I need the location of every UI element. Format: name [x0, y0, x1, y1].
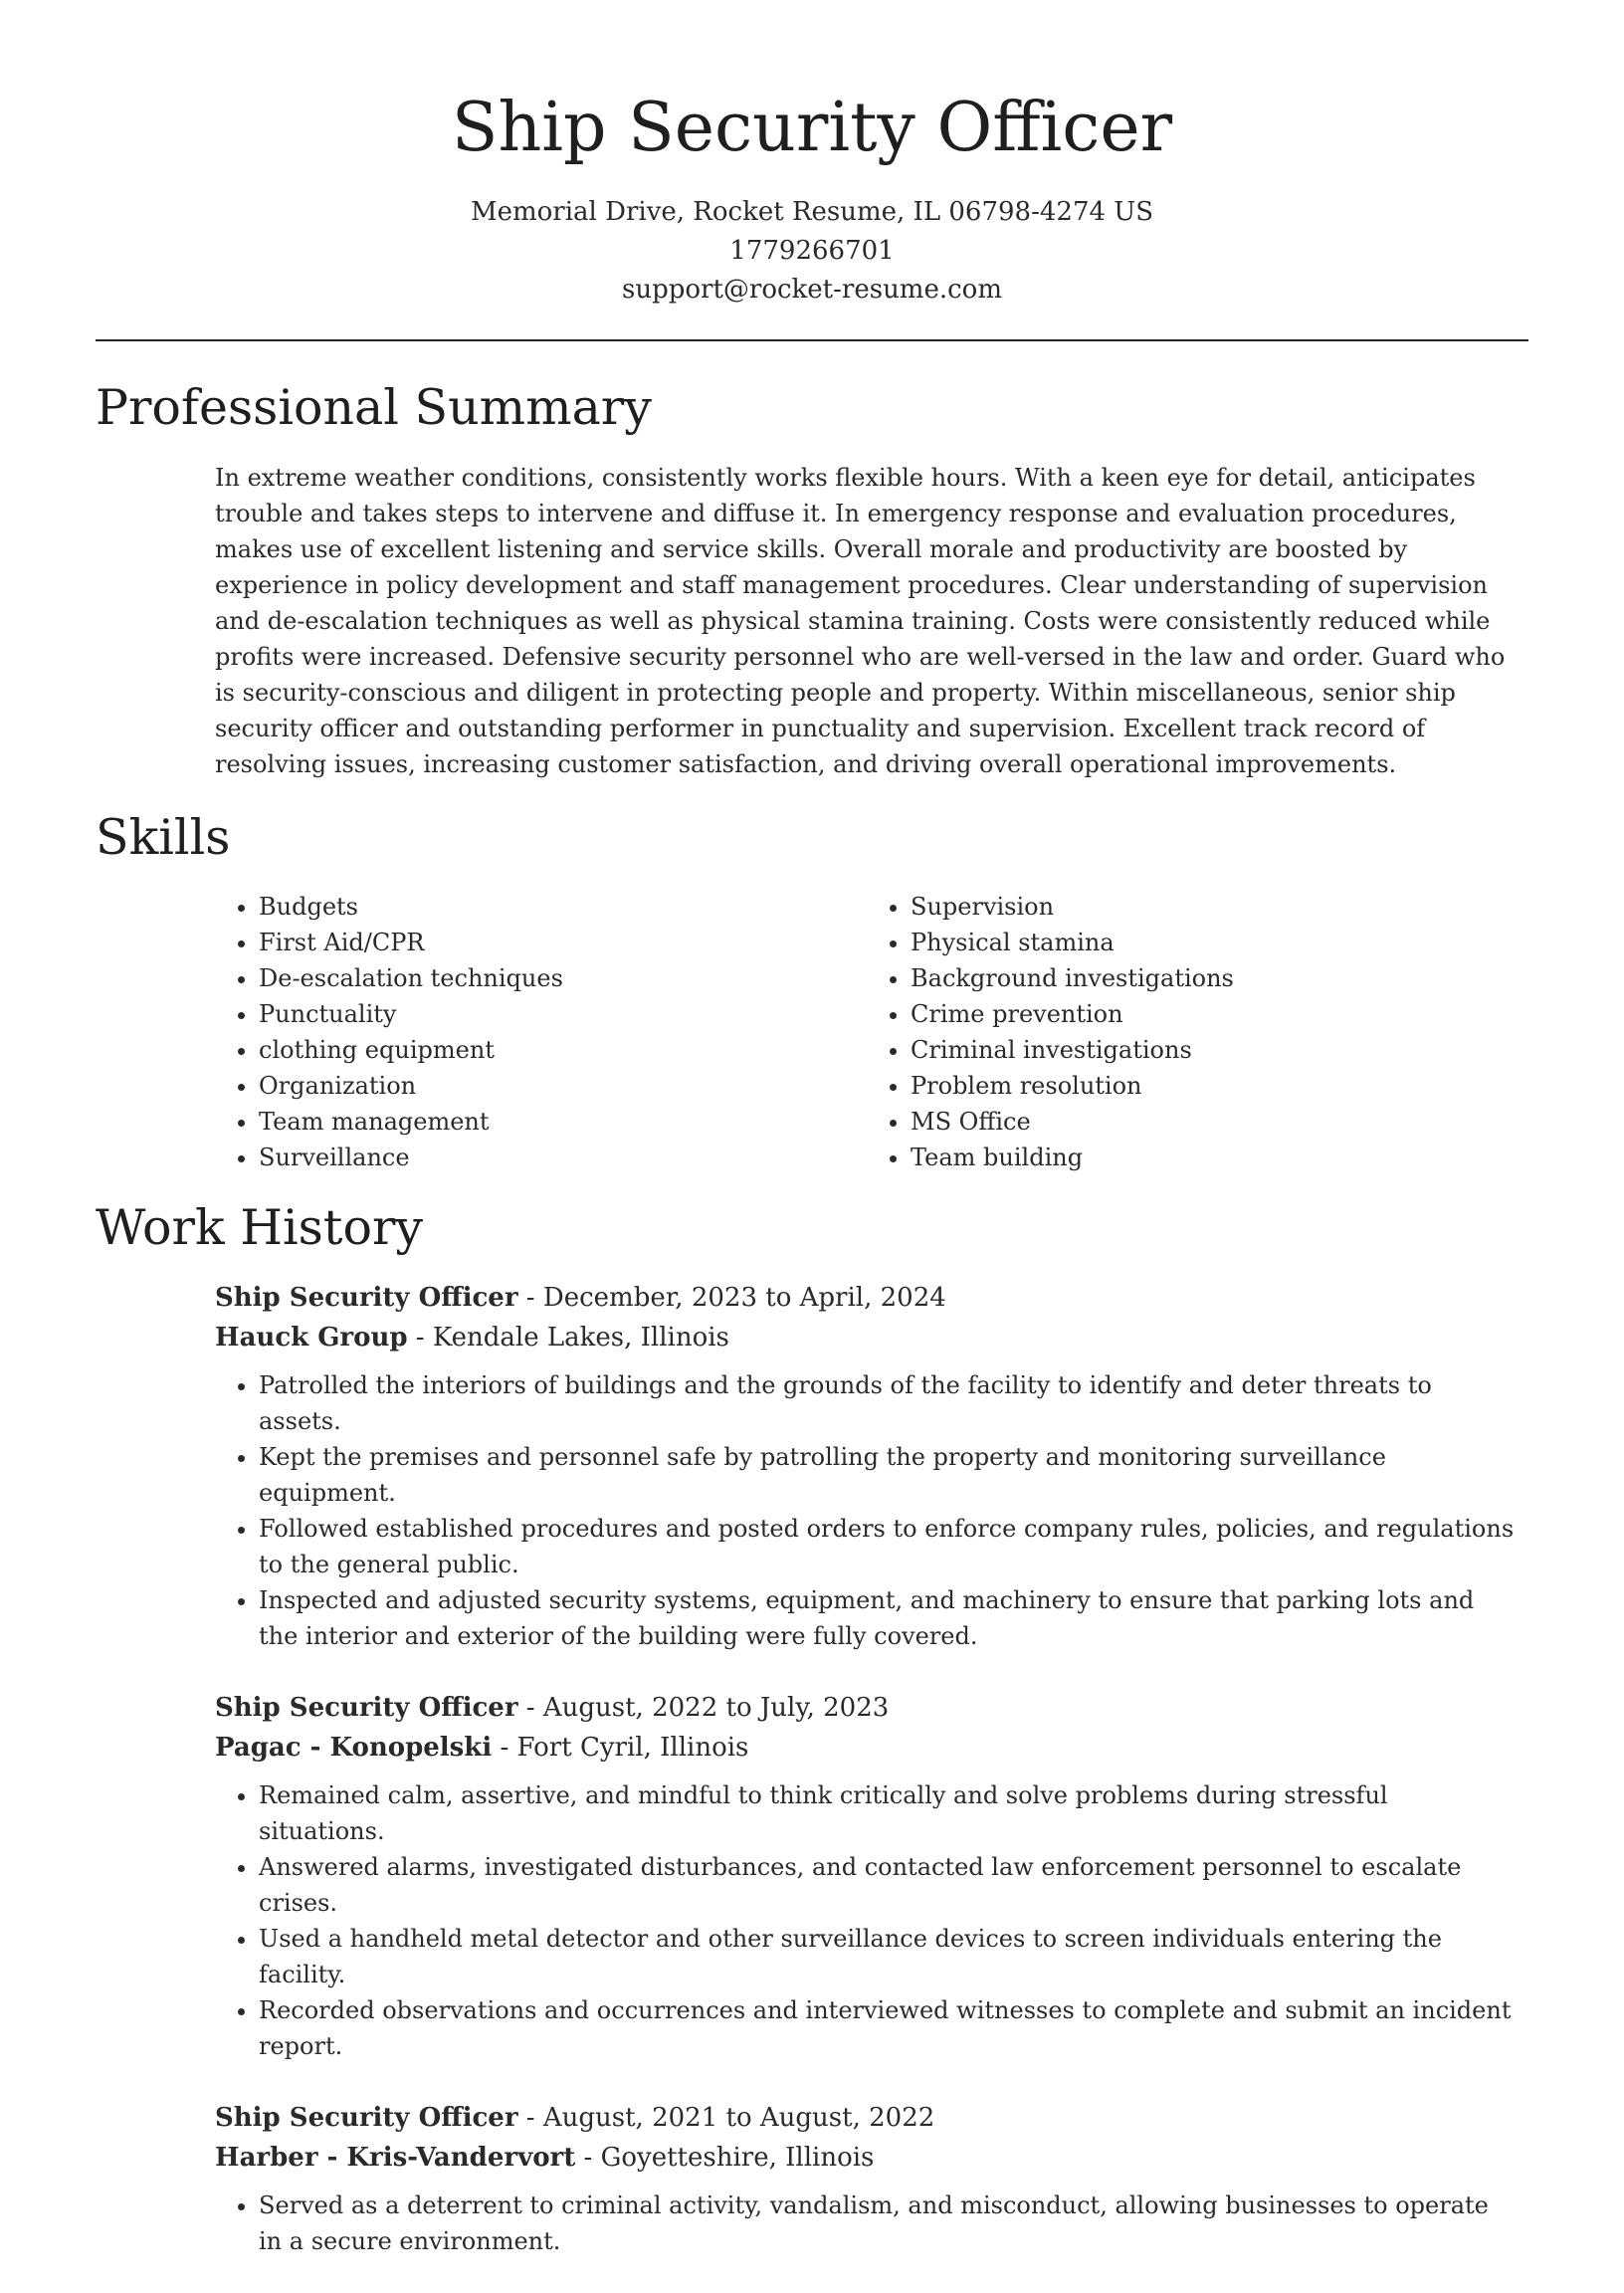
- job-bullet: • Used a handheld metal detector and other surveillance devices to screen individuals entering the facility.: [259, 1921, 1519, 1992]
- address: Memorial Drive, Rocket Resume, IL 06798-4274 US: [470, 197, 1154, 227]
- job-role: Ship Security Officer: [215, 2103, 518, 2133]
- skills-list-left: [215, 889, 867, 1175]
- job-bullet: • Served as a deterrent to criminal activity, vandalism, and misconduct, allowing businesses to operate in a secure environment.: [259, 2188, 1519, 2259]
- job-dates: December, 2023 to April, 2024: [542, 1283, 946, 1313]
- job-entry: [215, 1278, 1519, 1654]
- job-entry: [215, 2098, 1519, 2259]
- job-entry: [215, 1688, 1519, 2064]
- separator: -: [517, 2103, 543, 2133]
- phone: 1779266701: [729, 236, 895, 266]
- job-bullets: [215, 1777, 1519, 2064]
- job-bullets: [215, 2188, 1519, 2259]
- job-company: Hauck Group: [215, 1323, 408, 1353]
- header-divider: [96, 339, 1528, 341]
- job-location: Kendale Lakes, Illinois: [432, 1323, 729, 1353]
- skills-grid: [215, 889, 1519, 1175]
- skill-item: • Supervision: [911, 889, 1519, 925]
- job-title-line: [215, 1278, 1519, 1318]
- job-bullets: [215, 1367, 1519, 1654]
- skill-item: • Problem resolution: [911, 1068, 1519, 1104]
- job-bullet: • Followed established procedures and posted orders to enforce company rules, policies, and regulations to the general public.: [259, 1511, 1519, 1582]
- skill-item: • Team management: [259, 1104, 867, 1140]
- job-dates: August, 2021 to August, 2022: [542, 2103, 935, 2133]
- skill-item: • Budgets: [259, 889, 867, 925]
- job-role: Ship Security Officer: [215, 1283, 518, 1313]
- skills-section: [215, 889, 1519, 1175]
- work-history-heading: Work History: [96, 1199, 424, 1256]
- skill-item: • MS Office: [911, 1104, 1519, 1140]
- skills-heading: Skills: [96, 809, 231, 866]
- job-bullet: • Remained calm, assertive, and mindful to think critically and solve problems during stressful situations.: [259, 1777, 1519, 1849]
- summary-text: In extreme weather conditions, consistently works flexible hours. With a keen eye for detail, anticipates trouble and takes steps to intervene and diffuse it. In emergency response and evaluation procedures, makes use of excellent listening and service skills. Overall morale and productivity are boosted by experience in policy development and staff management procedures. Clear understanding of supervision and de-escalation techniques as well as physical stamina training. Costs were consistently reduced while profits were increased. Defensive security personnel who are well-versed in the law and order. Guard who is security-conscious and diligent in protecting people and property. Within miscellaneous, senior ship security officer and outstanding performer in punctuality and supervision. Excellent track record of resolving issues, increasing customer satisfaction, and driving overall operational improvements.: [215, 464, 1506, 778]
- skill-item: • clothing equipment: [259, 1032, 867, 1068]
- skill-item: • Crime prevention: [911, 996, 1519, 1032]
- summary-section: [215, 460, 1519, 782]
- skill-item: • Team building: [911, 1140, 1519, 1175]
- job-location: Goyetteshire, Illinois: [600, 2143, 875, 2173]
- job-bullet: • Patrolled the interiors of buildings and the grounds of the facility to identify and deter threats to assets.: [259, 1367, 1519, 1439]
- job-bullet: • Answered alarms, investigated disturbances, and contacted law enforcement personnel to escalate crises.: [259, 1849, 1519, 1921]
- work-history-section: [215, 1278, 1519, 2293]
- job-company: Harber - Kris-Vandervort: [215, 2143, 576, 2173]
- skill-item: • Criminal investigations: [911, 1032, 1519, 1068]
- separator: -: [407, 1323, 433, 1353]
- separator: -: [517, 1693, 543, 1723]
- summary-heading: Professional Summary: [96, 379, 652, 436]
- job-bullet: • Inspected and adjusted security systems, equipment, and machinery to ensure that parking lots and the interior and exterior of the building were fully covered.: [259, 1582, 1519, 1654]
- job-title-line: [215, 2098, 1519, 2138]
- skill-item: • Surveillance: [259, 1140, 867, 1175]
- email: support@rocket-resume.com: [621, 275, 1002, 305]
- separator: -: [575, 2143, 601, 2173]
- job-company-line: [215, 2138, 1519, 2178]
- job-title-line: [215, 1688, 1519, 1728]
- job-dates: August, 2022 to July, 2023: [542, 1693, 890, 1723]
- job-role: Ship Security Officer: [215, 1693, 518, 1723]
- job-company: Pagac - Konopelski: [215, 1733, 493, 1763]
- candidate-name: Ship Security Officer: [451, 89, 1173, 167]
- job-location: Fort Cyril, Illinois: [516, 1733, 749, 1763]
- job-company-line: [215, 1728, 1519, 1768]
- separator: -: [492, 1733, 517, 1763]
- separator: -: [517, 1283, 543, 1313]
- job-company-line: [215, 1318, 1519, 1357]
- skill-item: • First Aid/CPR: [259, 925, 867, 960]
- skill-item: • Punctuality: [259, 996, 867, 1032]
- skill-item: • De-escalation techniques: [259, 960, 867, 996]
- job-bullet: • Kept the premises and personnel safe by patrolling the property and monitoring surveillance equipment.: [259, 1439, 1519, 1511]
- skills-list-right: [867, 889, 1519, 1175]
- job-bullet: • Recorded observations and occurrences and interviewed witnesses to complete and submit an incident report.: [259, 1992, 1519, 2064]
- skill-item: • Background investigations: [911, 960, 1519, 996]
- skill-item: • Organization: [259, 1068, 867, 1104]
- skill-item: • Physical stamina: [911, 925, 1519, 960]
- contact-info: [0, 193, 1624, 310]
- resume-header: [0, 0, 1624, 310]
